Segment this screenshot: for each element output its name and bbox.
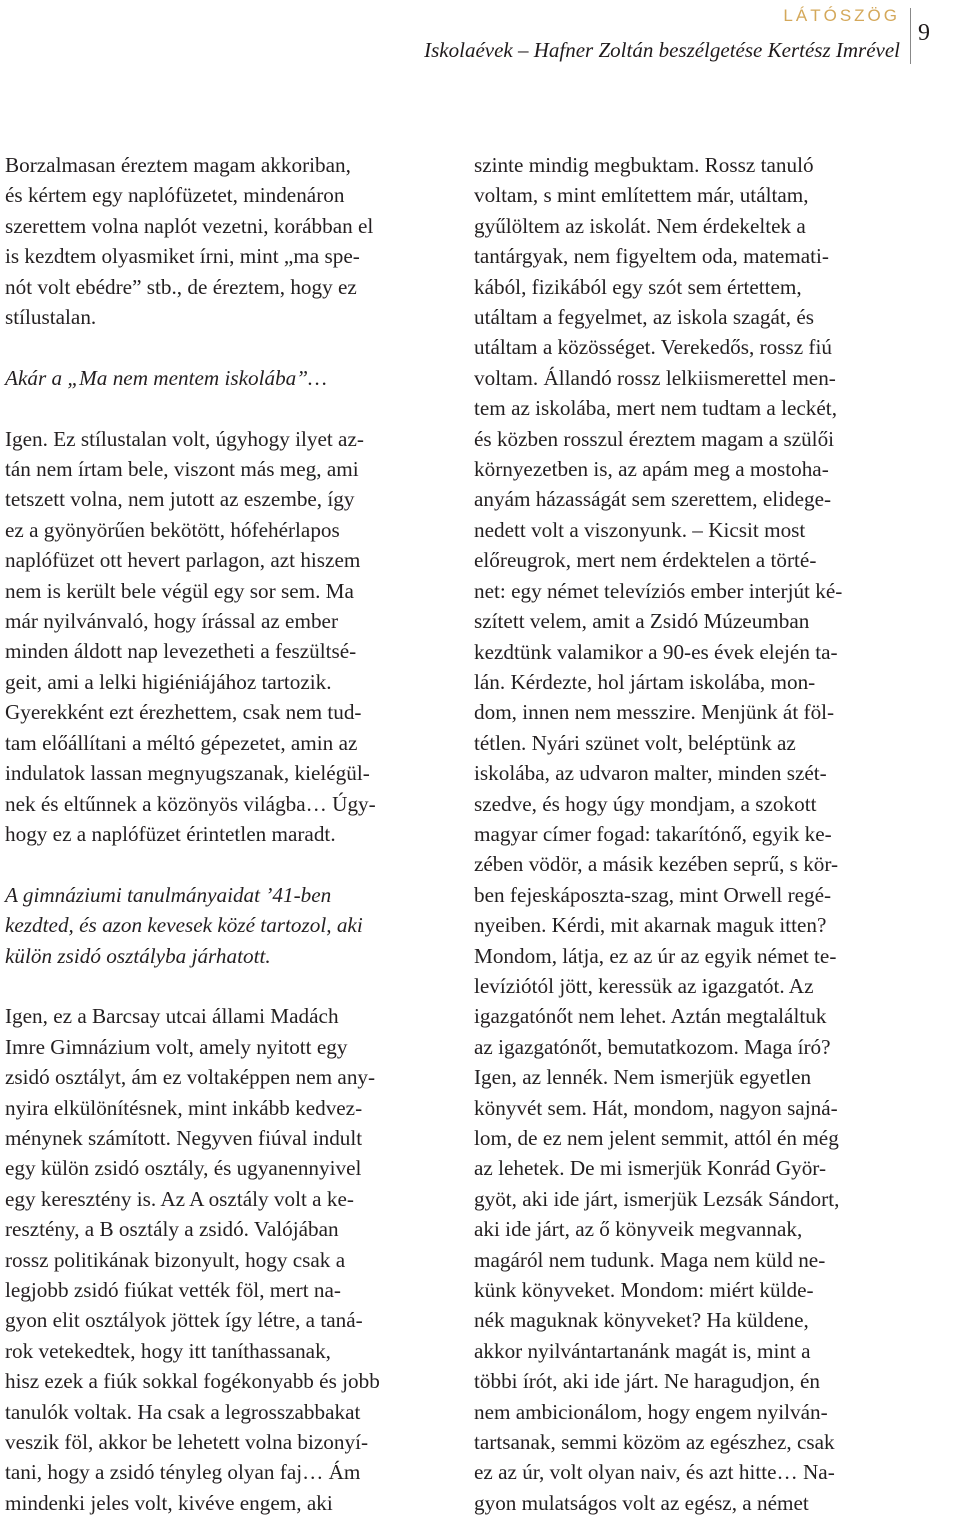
page-number: 9 bbox=[918, 20, 930, 46]
section-label: LÁTÓSZÖG bbox=[783, 6, 900, 25]
paragraph-gap bbox=[5, 849, 435, 879]
answer-paragraph: Borzalmasan éreztem magam akkoriban, és kértem egy naplófüzetet, mindenáron szerettem volna naplót vezetni, korábban el is kezdtem olyasmiket írni, mint „ma spe- nót volt ebédre” stb., de éreztem, hogy ez stílustalan. bbox=[5, 153, 374, 330]
paragraph-gap bbox=[5, 332, 435, 362]
answer-paragraph: Igen, ez a Barcsay utcai állami Madách Imre Gimnázium volt, amely nyitott egy zsidó osztályt, ám ez voltaképpen nem any- nyira elkülönítésnek, mint inkább kedvez- ménynek számított. Negyven fiúval indult egy külön zsidó osztály, és ugyanennyivel egy keresztény is. Az A osztály volt a ke- resztény, a B osztály a zsidó. Valójában rossz politikának bizonyult, hogy csak a legjobb zsidó fiúkat vették föl, mert na- gyon elit osztályok jöttek így létre, a taná- rok vetekedtek, hogy itt taníthassanak, hisz ezek a fiúk sokkal fogékonyabb és jobb tanulók voltak. Ha csak a legrosszabbakat veszik föl, akkor be lehetett volna bizonyí- tani, hogy a zsidó tényleg olyan faj… Ám mindenki jeles volt, kivéve engem, aki bbox=[5, 1004, 380, 1515]
running-title: Iskolaévek – Hafner Zoltán beszélgetése Kertész Imrével bbox=[424, 38, 900, 62]
interviewer-question: Akár a „Ma nem mentem iskolába”… bbox=[5, 365, 327, 390]
left-column bbox=[5, 150, 435, 1518]
interviewer-question: A gimnáziumi tanulmányaidat ’41-ben kezdted, és azon kevesek közé tartozol, aki külön zsidó osztályba járhatott. bbox=[5, 882, 363, 968]
paragraph-gap bbox=[5, 971, 435, 1001]
right-column bbox=[474, 150, 904, 1518]
answer-paragraph: Igen. Ez stílustalan volt, úgyhogy ilyet az- tán nem írtam bele, viszont más meg, ami tetszett volna, nem jutott az eszembe, így ez a gyönyörűen bekötött, hófehérlapos naplófüzet ott hevert parlagon, azt hiszem nem is került bele végül egy sor sem. Ma már nyilvánvaló, hogy írással az ember minden áldott nap levezetheti a feszültsé- geit, ami a lelki higiéniájához tartozik. Gyerekként ezt érezhettem, csak nem tud- tam előállítani a méltó gépezetet, amin az indulatok lassan megnyugszanak, kielégül- nek és eltűnnek a közönyös világba… Úgy- hogy ez a naplófüzet érintetlen maradt. bbox=[5, 426, 376, 846]
paragraph-gap bbox=[5, 393, 435, 423]
header-divider bbox=[910, 8, 911, 64]
page-header bbox=[0, 0, 960, 80]
answer-paragraph: szinte mindig megbuktam. Rossz tanuló voltam, s mint említettem már, utáltam, gyűlöltem az iskolát. Nem érdekeltek a tantárgyak, nem figyeltem oda, matemati- kából, fizikából egy szót sem értettem, utáltam a fegyelmet, az iskola szagát, és utáltam a közösséget. Verekedős, rossz fiú voltam. Állandó rossz lelkiismerettel men- tem az iskolába, mert nem tudtam a leckét, és közben rosszul éreztem magam a szülői környezetben is, az apám meg a mostoha- anyám házasságát sem szerettem, elidege- nedett volt a viszonyunk. – Kicsit most előreugrok, mert nem érdektelen a törté- net: egy német televíziós ember interjút ké- szített velem, amit a Zsidó Múzeumban kezdtünk valamikor a 90-es évek elején ta- lán. Kérdezte, hol jártam iskolába, mon- dom, innen nem messzire. Menjünk át föl- tétlen. Nyári szünet volt, beléptünk az iskolába, az udvaron malter, minden szét- szedve, és hogy úgy mondjam, a szokott magyar címer fogad: takarítónő, egyik ke- zében vödör, a másik kezében seprű, s kör- ben fejeskáposzta-szag, mint Orwell regé- nyeiben. Kérdi, mit akarnak maguk itten? Mondom, látja, ez az úr az egyik német te- levíziótól jött, keressük az igazgatót. Az igazgatónőt nem lehet. Aztán megtaláltuk az igazgatónőt, bemutatkozom. Maga író? Igen, az lennék. Nem ismerjük egyetlen könyvét sem. Hát, mondom, nagyon sajná- lom, de ez nem jelent semmit, attól én még az lehetek. De mi ismerjük Konrád Györ- gyöt, aki ide járt, ismerjük Lezsák Sándort, aki ide járt, az ő könyveik megvannak, magáról nem tudunk. Maga nem küld ne- künk könyveket. Mondom: miért külde- nék maguknak könyveket? Ha küldene, akkor nyilvántartanánk magát is, mint a többi írót, aki ide járt. Ne haragudjon, én nem ambicionálom, hogy engem nyilván- tartsanak, semmi közöm az egészhez, csak ez az úr, volt olyan naiv, és azt hitte… Na- gyon mulatságos volt az egész, a német bbox=[474, 153, 843, 1515]
